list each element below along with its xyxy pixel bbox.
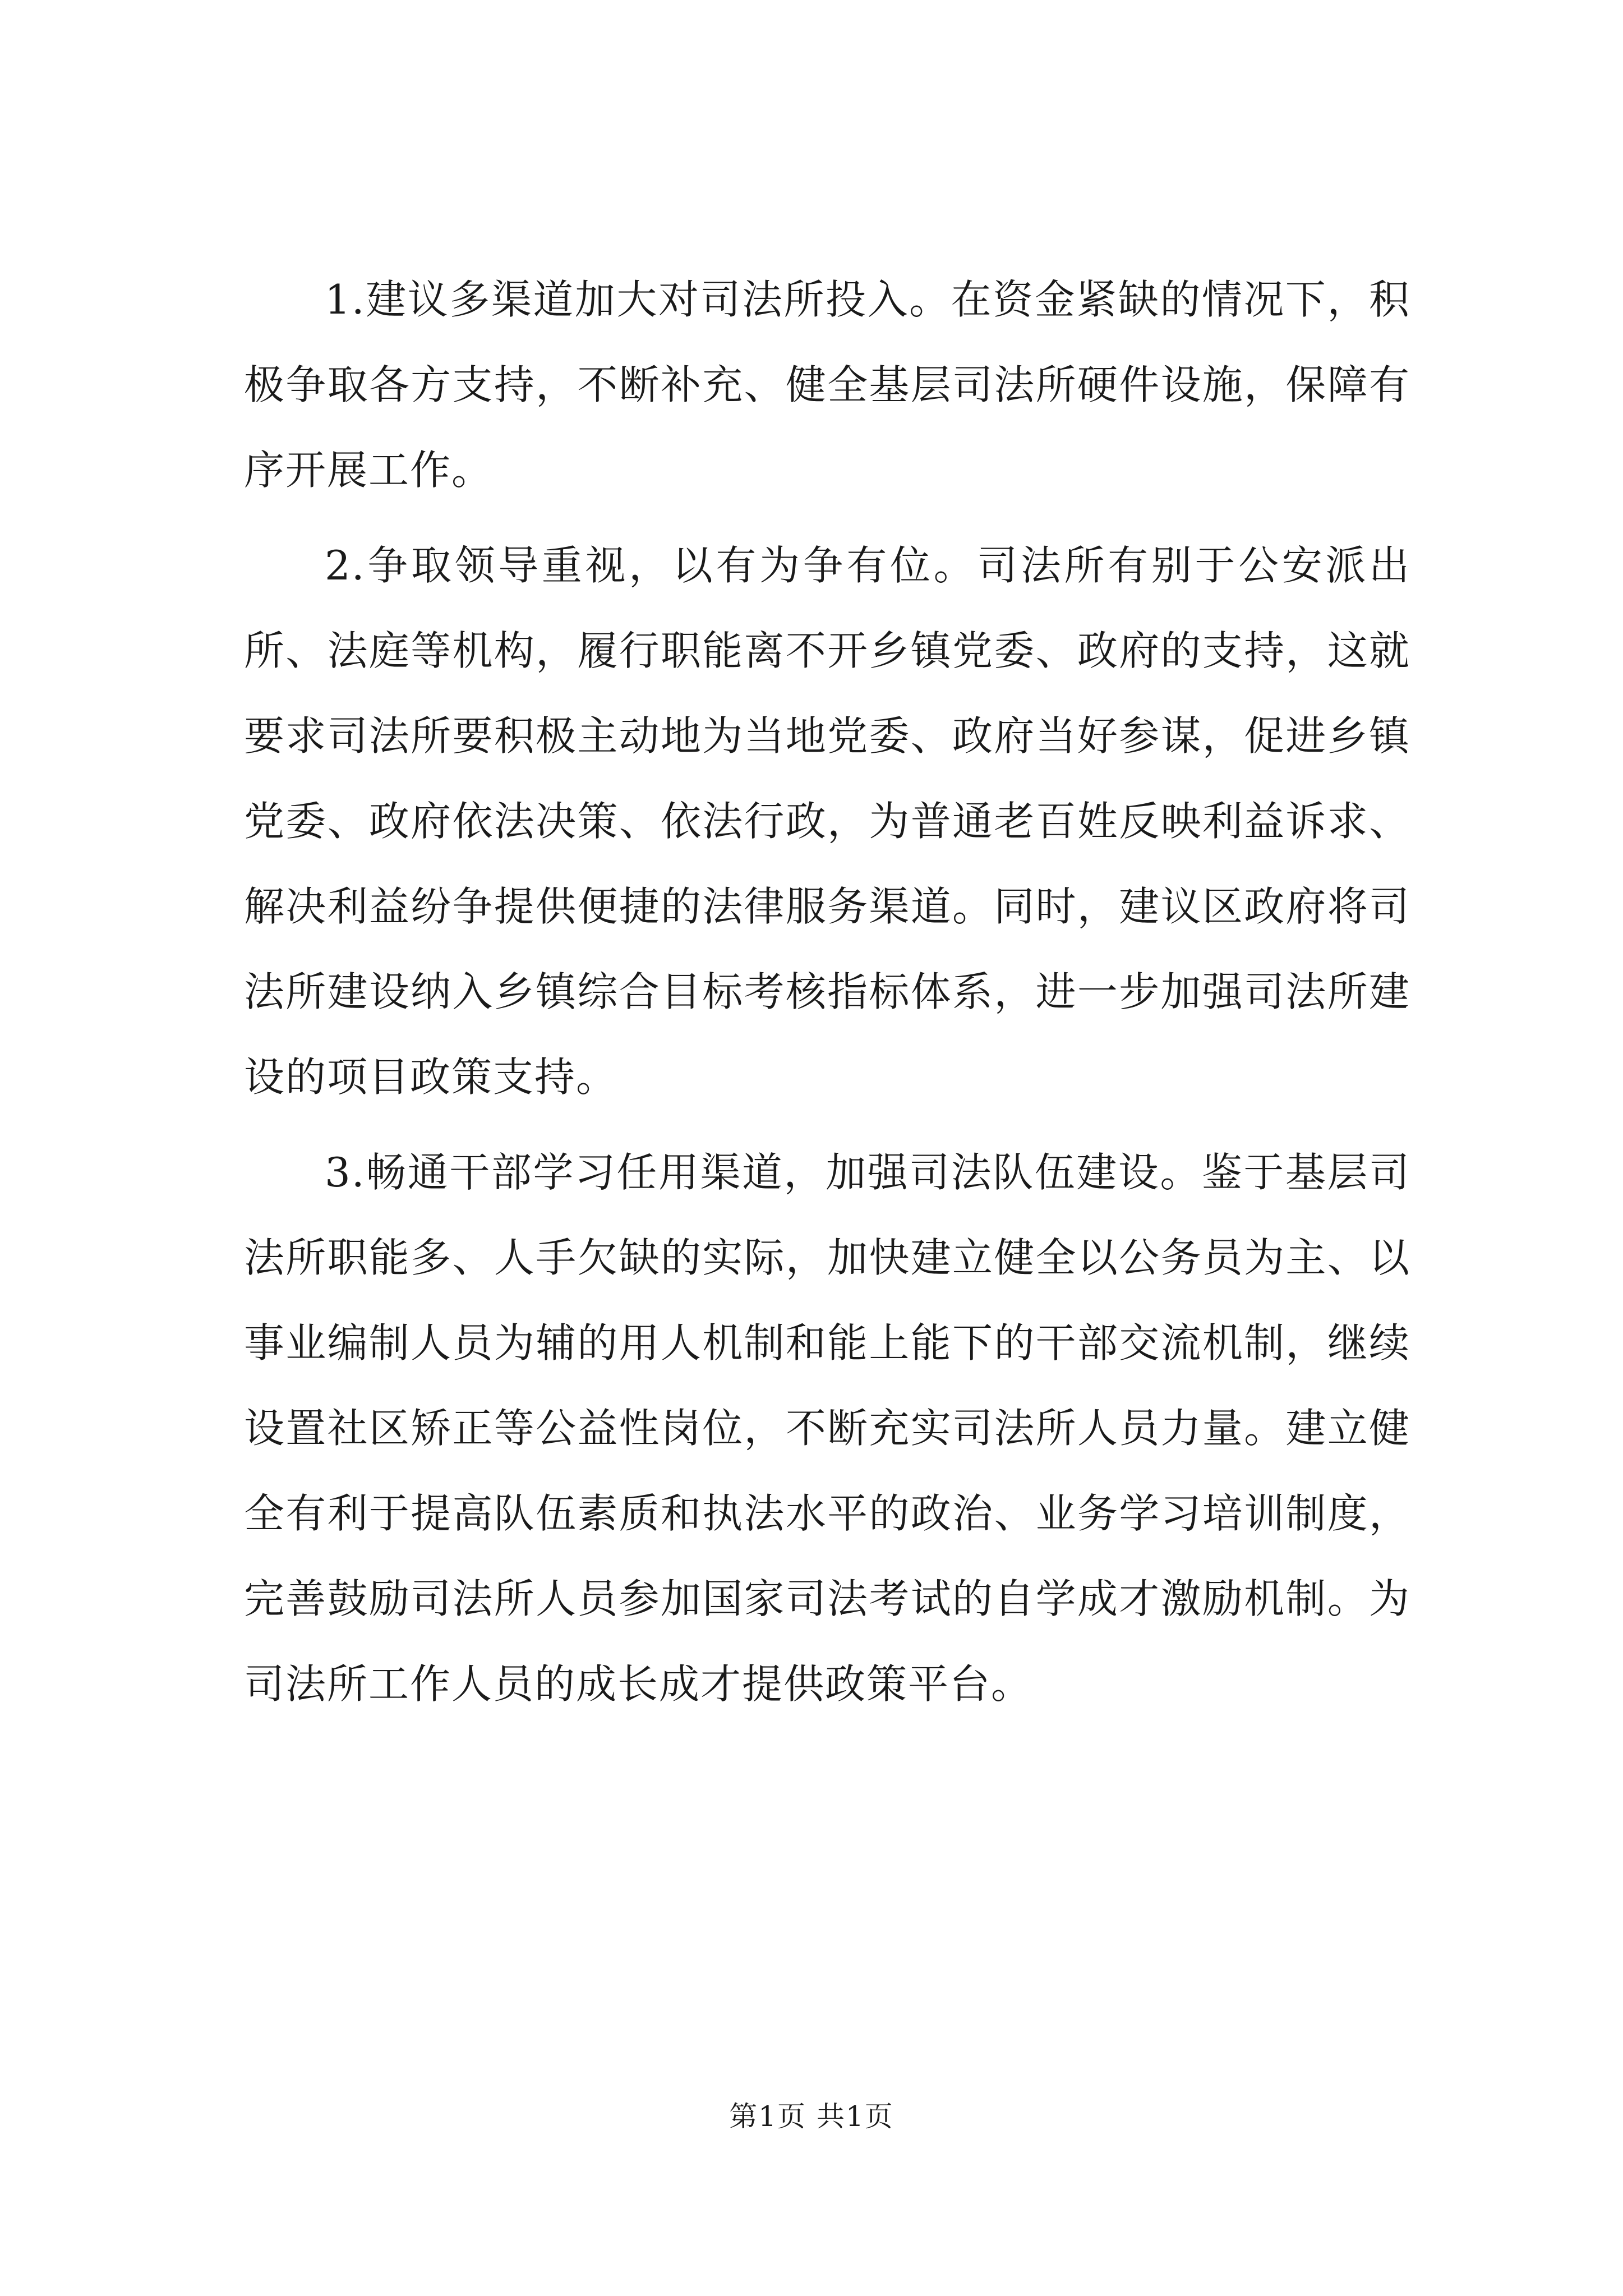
document-body xyxy=(244,257,1410,1737)
paragraph-1: 1.建议多渠道加大对司法所投入。在资金紧缺的情况下，积极争取各方支持，不断补充、健全基层司法所硬件设施，保障有序开展工作。 xyxy=(244,276,1410,494)
paragraph-3: 3.畅通干部学习任用渠道，加强司法队伍建设。鉴于基层司法所职能多、人手欠缺的实际，加快建立健全以公务员为主、以事业编制人员为辅的用人机制和能上能下的干部交流机制，继续设置社区矫正等公益性岗位，不断充实司法所人员力量。建立健全有利于提高队伍素质和执法水平的政治、业务学习培训制度，完善鼓励司法所人员参加国家司法考试的自学成才激励机制。为司法所工作人员的成长成才提供政策平台。 xyxy=(244,1149,1410,1708)
page-footer: 第1页 共1页 xyxy=(729,2100,894,2133)
paragraph-2: 2.争取领导重视，以有为争有位。司法所有别于公安派出所、法庭等机构，履行职能离不开乡镇党委、政府的支持，这就要求司法所要积极主动地为当地党委、政府当好参谋，促进乡镇党委、政府依法决策、依法行政，为普通老百姓反映利益诉求、解决利益纷争提供便捷的法律服务渠道。同时，建议区政府将司法所建设纳入乡镇综合目标考核指标体系，进一步加强司法所建设的项目政策支持。 xyxy=(244,542,1410,1101)
